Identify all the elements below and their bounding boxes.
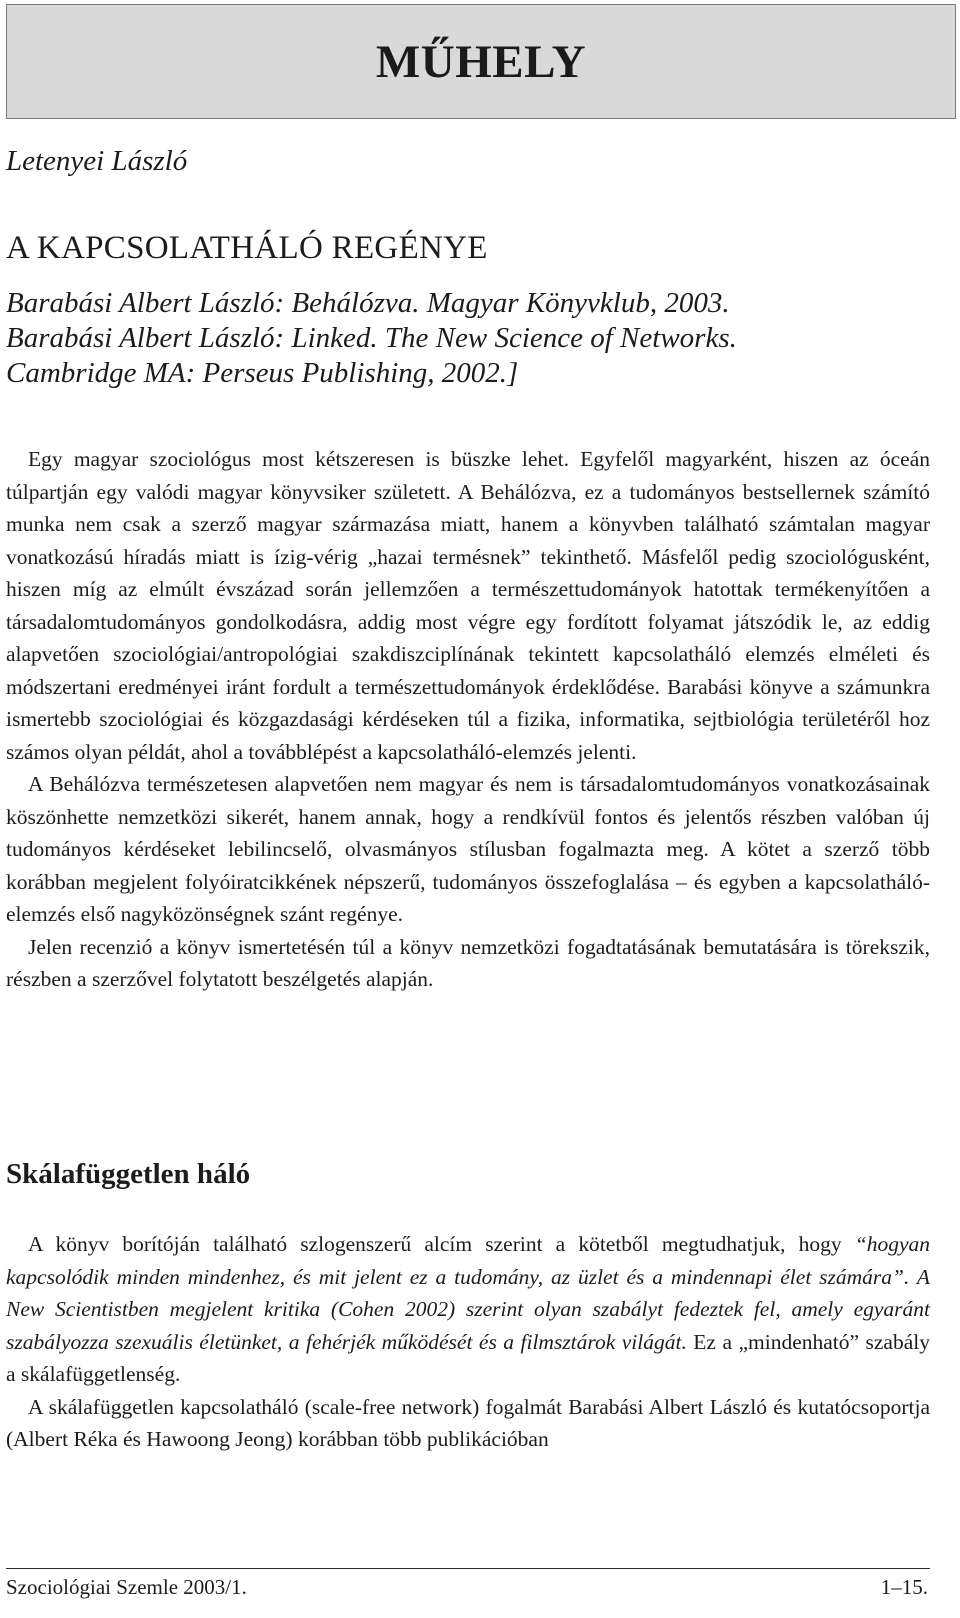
paragraph: Egy magyar szociológus most kétszeresen is büszke lehet. Egyfelől magyarként, hiszen az óceán túlpartján egy valódi magyar könyvsiker született. A Behálózva, ez a tudományos bestsellernek számító munka nem csak a szerző magyar származása miatt, hanem a könyvben található számtalan magyar vonatkozású híradás miatt is ízig-vérig „hazai termésnek” tekinthető. Másfelől pedig szociológusként, hiszen míg az elmúlt évszázad során jellemzően a természettudományok hatottak termékenyítően a társadalomtudományos gondolkodásra, addig most végre egy fordított folyamat játszódik le, az eddig alapvetően szociológiai/antropológiai szakdiszciplínának tekintett kapcsolatháló elemzés elméleti és módszertani eredményei iránt fordult a természettudományok érdeklődése. Barabási könyve a számunkra ismertebb szociológiai és közgazdasági kérdéseken túl a fizika, informatika, sejtbiológia területéről hoz számos olyan példát, ahol a továbblépést a kapcsolatháló-elemzés jelenti. <box>6 447 930 764</box>
footer-journal: Szociológiai Szemle 2003/1. <box>6 1575 247 1599</box>
article-author: Letenyei László <box>6 145 188 177</box>
paragraph <box>6 1228 930 1391</box>
bibliography-line: Barabási Albert László: Linked. The New Science of Networks. <box>6 322 737 354</box>
bibliography-line: Barabási Albert László: Behálózva. Magyar Könyvklub, 2003. <box>6 287 730 319</box>
paragraph: A skálafüggetlen kapcsolatháló (scale-free network) fogalmát Barabási Albert László és kutatócsoportja (Albert Réka és Hawoong Jeong) korábban több publikációban <box>6 1394 930 1451</box>
intro-text <box>6 443 930 996</box>
section-text <box>6 1228 930 1456</box>
paragraph-tail: Ez a „mindenható” szabály a skálafüggetlenség. <box>6 1329 930 1386</box>
footer-rule <box>6 1568 930 1569</box>
section-title: MŰHELY <box>375 36 587 88</box>
italic-quote: “hogyan kapcsolódik minden mindenhez, és mit jelent ez a tudomány, az üzlet és a mindennapi élet számára”. A New Scientistben megjelent kritika (Cohen 2002) szerint olyan szabályt fedeztek fel, amely egyaránt szabályozza szexuális életünket, a fehérjék működését és a filmsztárok világát. <box>6 1232 930 1354</box>
footer-pages: 1–15. <box>880 1575 928 1599</box>
bibliography-line: Cambridge MA: Perseus Publishing, 2002.] <box>6 357 519 389</box>
article-title: A KAPCSOLATHÁLÓ REGÉNYE <box>6 230 488 266</box>
bibliography <box>6 286 946 391</box>
section-banner <box>6 4 956 119</box>
paragraph-lead: A könyv borítóján található szlogenszerű alcím szerint a kötetből megtudhatjuk, hogy <box>28 1232 855 1256</box>
paragraph: Jelen recenzió a könyv ismertetésén túl a könyv nemzetközi fogadtatásának bemutatására is törekszik, részben a szerzővel folytatott beszélgetés alapján. <box>6 934 930 991</box>
section-heading: Skálafüggetlen háló <box>6 1158 251 1190</box>
paragraph: A Behálózva természetesen alapvetően nem magyar és nem is társadalomtudományos vonatkozásainak köszönhette nemzetközi sikerét, hanem annak, hogy a rendkívül fontos és jelentős részben valóban új tudományos kérdéseket lebilincselő, olvasmányos stílusban fogalmazta meg. A kötet a szerző több korábban megjelent folyóiratcikkének népszerű, tudományos összefoglalása – és egyben a kapcsolatháló-elemzés első nagyközönségnek szánt regénye. <box>6 772 930 926</box>
